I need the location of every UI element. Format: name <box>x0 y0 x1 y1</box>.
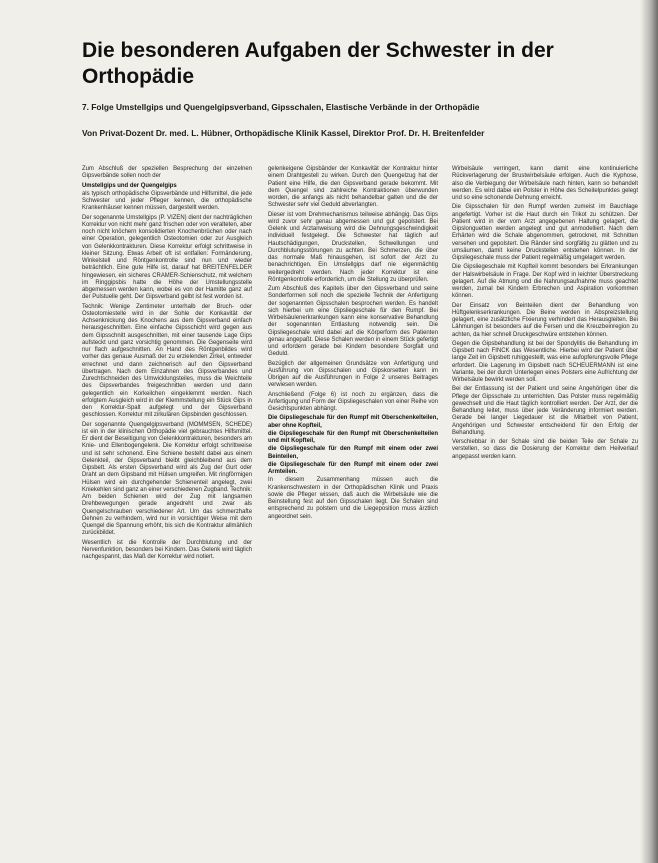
list-heading: Die Gipsliegeschale für den Rumpf mit Oberschenkelteilen, aber ohne Kopfteil, <box>268 415 438 429</box>
list-heading: die Gipsliegeschale für den Rumpf mit Oberschenkelteilen und mit Kopfteil, <box>268 430 438 444</box>
paragraph: Die Gipsliegeschale mit Kopfteil kommt besonders bei Erkrankungen der Halswirbelsäule in Frage. Der Kopf wird in leichter Überstreckung gelagert. Auf die Atmung und die Nahrungsaufnahme muss geachtet werden, zumal bei Kindern Erbrechen und Aspiration vorkommen können. <box>452 264 638 300</box>
paragraph: als typisch orthopädische Gipsverbände und Hilfsmittel, die jede Schwester und jeder Pfleger kennen, die orthopädische Krankenhäuser kennen müssen, dargestellt werden. <box>82 190 252 212</box>
paragraph: Der Einsatz von Beinteilen dient der Behandlung von Hüftgelenkserkrankungen. Die Beine werden in Abspreizstellung gelagert, eine zusätzliche Fixierung verhindert das Herausgleiten. Bei Lähmungen ist besonders auf die Fersen und die Kreuzbeinregion zu achten, da hier schnell Druckgeschwüre entstehen können. <box>452 302 638 338</box>
article-subtitle: 7. Folge Umstellgips und Quengelgipsverband, Gipsschalen, Elastische Verbände in der Orthopädie <box>82 102 480 112</box>
paragraph: gelenkeigene Gipsbänder der Konkavität der Kontraktur hinter einem Drahtgestell zu wirken. Durch den Quengelzug hat der Patient eine Hilfe, die den Gipsverband gerade bekommt. Mit dem Quengel sind zahlreiche Kontraktionen überwunden worden, die anfangs als nicht behandelbar galten und die der Schwester sehr viel Geduld abverlangten. <box>268 166 438 209</box>
paragraph: Gegen die Gipsbehandlung ist bei der Spondylitis die Behandlung im Gipsbett nach FINCK das Wesentliche. Hierbei wird der Patient über lange Zeit im Gipsbett ruhiggestellt, was eine aufopferungsvolle Pflege erfordert. Die Lagerung im Gipsbett nach SCHEUERMANN ist eine Variante, bei der durch Unterlegen eines Polsters eine Aufrichtung der Wirbelsäule bewirkt werden soll. <box>452 340 638 383</box>
text-column-2 <box>268 166 438 806</box>
paragraph: Wirbelsäule verringert, kann damit eine kontinuierliche Rückverlagerung der Brustwirbelsäule erfolgen. Auch die Kyphose, also die Verbiegung der Wirbelsäule nach hinten, kann so behandelt werden. Es wird dabei ein Polster in Höhe des Scheitelpunktes gelegt und so eine schonende Dehnung erreicht. <box>452 166 638 201</box>
list-heading: die Gipsliegeschale für den Rumpf mit einem oder zwei Beinteilen, <box>268 446 438 460</box>
page-edge-shadow <box>640 0 658 863</box>
paragraph: Anschließend (Folge 6) ist noch zu ergänzen, dass die Anfertigung und Form der Gipsliegeschalen von einer Reihe von Gesichtspunkten abhängt. <box>268 391 438 412</box>
subheading-umstellgips: Umstellgips und der Quengelgips <box>82 182 177 189</box>
paragraph: Der sogenannte Umstellgips (P. VIZEN) dient der nachträglichen Korrektur von nicht mehr ganz frischen oder von veralteten, aber noch nicht knöchern konsolidierten Knochenbrüchen oder nach einer Operation, gelegentlich Osteotomien oder zur Ausgleich von Gelenkkontrakturen. Diese Korrektur erfolgt schrittweise in kleiner Sitzung. Etwas Arbeit oft ist entfallen: Formänderung, Winkelstell und Röntgenkontrolle sind nun und wieder beträchtlich. Eine gute Hilfe ist, darauf hat BREITENFELDER hingewiesen, ein sicheres CRAMER-Schienschutz, mit welchem im Ringgipsbis hatte die Höhe der Umstellungsstelle abgemessen werden kann, wobei es von der Hamitte ganz auf der Pulstuelle geht. Der Gipsverband gelbt ist fest worden ist. <box>82 214 252 301</box>
paragraph: Wesentlich ist die Kontrolle der Durchblutung und der Nervenfunktion, besonders bei Kindern. Das Gelenk wird täglich nachgespannt, das Maß der Korrektur wird notiert. <box>82 539 252 560</box>
paragraph: Die Gipsschalen für den Rumpf werden zumeist im Bauchlage angefertigt. Vorher ist die Haut durch ein Trikot zu schützen. Der Patient wird in der vom Arzt angegebenen Haltung gelagert, die Gipslonguetten werden angelegt und gut anmodelliert. Nach dem Erhärten wird die Schale abgenommen, getrocknet, mit Schnitten versehen und gepolstert. Die Ränder sind sorgfältig zu glätten und zu umsäumen, damit keine Druckstellen entstehen können. In der Gipsliegeschale muss der Patient regelmäßig umgelagert werden. <box>452 204 638 261</box>
text-column-3 <box>452 166 638 856</box>
paragraph: Bezüglich der allgemeinen Grundsätze von Anfertigung und Ausführung von Gipsschalen und Gipskorsetten kann im Übrigen auf die Ausführungen in Folge 2 unseres Beitrages verwiesen werden. <box>268 360 438 389</box>
paragraph: Zum Abschluß der speziellen Besprechung der einzelnen Gipsverbände sollen noch der <box>82 166 252 180</box>
paragraph: In diesem Zusammenhang müssen auch die Krankenschwestern in der Orthopädischen Klinik und Praxis sowie die Pfleger wissen, daß auch die Wirbelsäule wie die Beinstellung fest auf den Gipsschalen liegt. Die Schalen sind entsprechend zu polstern und die Liegeposition muss ärztlich angeordnet sein. <box>268 477 438 520</box>
article-title: Die besonderen Aufgaben der Schwester in der Orthopädie <box>82 39 554 88</box>
paragraph: Bei der Entlassung ist der Patient und seine Angehörigen über die Pflege der Gipsschale zu unterrichten. Das Polster muss regelmäßig gewechselt und die Haut täglich kontrolliert werden. Der Arzt, der die Behandlung leitet, muss über jede Veränderung informiert werden. Gerade bei langer Liegedauer ist die Mitarbeit von Patient, Angehörigen und Schwester entscheidend für den Erfolg der Behandlung. <box>452 386 638 436</box>
paragraph: Technik: Wenige Zentimeter unterhalb der Bruch- oder Osteotomiestelle wird in der Sohle der Konkavität der Achsenknickung des Knochens aus dem Gipsverband einfach herausgeschnitten. Eine einfache Gipsschicht wird gegen aus dem Gipsschnitt ausgeschnitten, mit einer tausende Lage Gips aufsteckt und ganz vorsichtig genommen. Die Gegenseite wird nur flach aufgeschnitten. An Hand des Röntgenbildes wird vorher das genaue Ausmaß der zu erzielenden Zirkel, entweder errechnet und dann zeichnerisch auf den Gipsverband übertragen. Nach dem Einzahnen des Gipsverbandes und Zurechtschneiden des Umwicklungsteiles, muss die Weichteile des Gipsverbandes freigeschnitten werden und dann gelegentlich ein Korkeilchen eingeklemmt werden. Nach erfolgtem Ausgleich wird in der Klemmstellung ein Stück Gips in den Korrektur-Spalt aufgelegt und der Gipsverband geschlossen. Korrektur mit zirkulären Gipsbinden geschlossen. <box>82 303 252 419</box>
article-authors: Von Privat-Dozent Dr. med. L. Hübner, Orthopädische Klinik Kassel, Direktor Prof. Dr. H. Breitenfelder <box>82 128 485 138</box>
text-column-1 <box>82 166 252 751</box>
paragraph: Dieser ist vom Drehmechanismus teilweise abhängig. Das Gips wird zuvor sehr genau abgemessen und gut gepolstert. Bei Gelenk und Arztanweisung wird die Dehnungsgeschwindigkeit individuell festgelegt. Die Schwester hat täglich auf Hautschädigungen, Druckstellen, Schwellungen und Durchblutungsstörungen zu achten. Bei Schmerzen, die über das normale Maß hinausgehen, ist sofort der Arzt zu benachrichtigen. Ein Umstellgips darf nie eigenmächtig weitergedreht werden. Nach jeder Korrektur ist eine Röntgenkontrolle erforderlich, um die Stellung zu überprüfen. <box>268 211 438 283</box>
paragraph: Verschiebbar in der Schale sind die beiden Teile der Schale zu verstellen, so dass die Dosierung der Korrektur dem Heilverlauf angepasst werden kann. <box>452 439 638 460</box>
list-heading: die Gipsliegeschale für den Rumpf mit einem oder zwei Armteilen. <box>268 461 438 475</box>
paragraph: Der sogenannte Quengelgipsverband (MOMMSEN, SCHEDE) ist ein in der klinischen Orthopädie viel gebrauchtes Hilfsmittel. Er dient der Beseitigung von Gelenkkontrakturen, besonders am Knie- und Ellenbogengelenk. Die Korrektur erfolgt schrittweise und ist sehr schonend. Eine Schiene besteht dabei aus einem Gelenkteil, der Gipsverband bleibt gleichbleibend aus dem Gipsbett. Als ersten Gipsverband wird als Zug der Gurt oder Draht an dem Gipsband mit Hülsen umgreifen. Mit ringförmigen Hülsen wird ein durchgehender Schienenteil angelegt, zwei Kniekehlen sind ganz an einer verschiedenen Zugband. Technik: Am beiden Schienen wird der Zug mit langsamen Drehbewegungen gerade angedreht und zwar als Quengelschrauben verschiedener Art. Um das schmerzhafte Dehnen zu verhindern, wird nur in vorsichtiger Weise mit dem Quengel die Spannung erhöht, bis sich die Kontraktur allmählich zurückbildet. <box>82 421 252 537</box>
paragraph: Zum Abschluß des Kapitels über den Gipsverband und seine Sonderformen soll noch die spezielle Technik der Anfertigung der sogenannten Gipsschalen besprochen werden. Es handelt sich hierbei um eine Gipsliegeschale für den Rumpf. Bei Wirbelsäulenerkrankungen kann eine konservative Behandlung der sogenannten Entlastung notwendig sein. Die Gipsliegeschale wird dabei auf die Körperform des Patienten genau angepaßt. Diese Schalen werden in einem Stück gefertigt und erfordern gerade bei Kindern besondere Sorgfalt und Geduld. <box>268 286 438 358</box>
